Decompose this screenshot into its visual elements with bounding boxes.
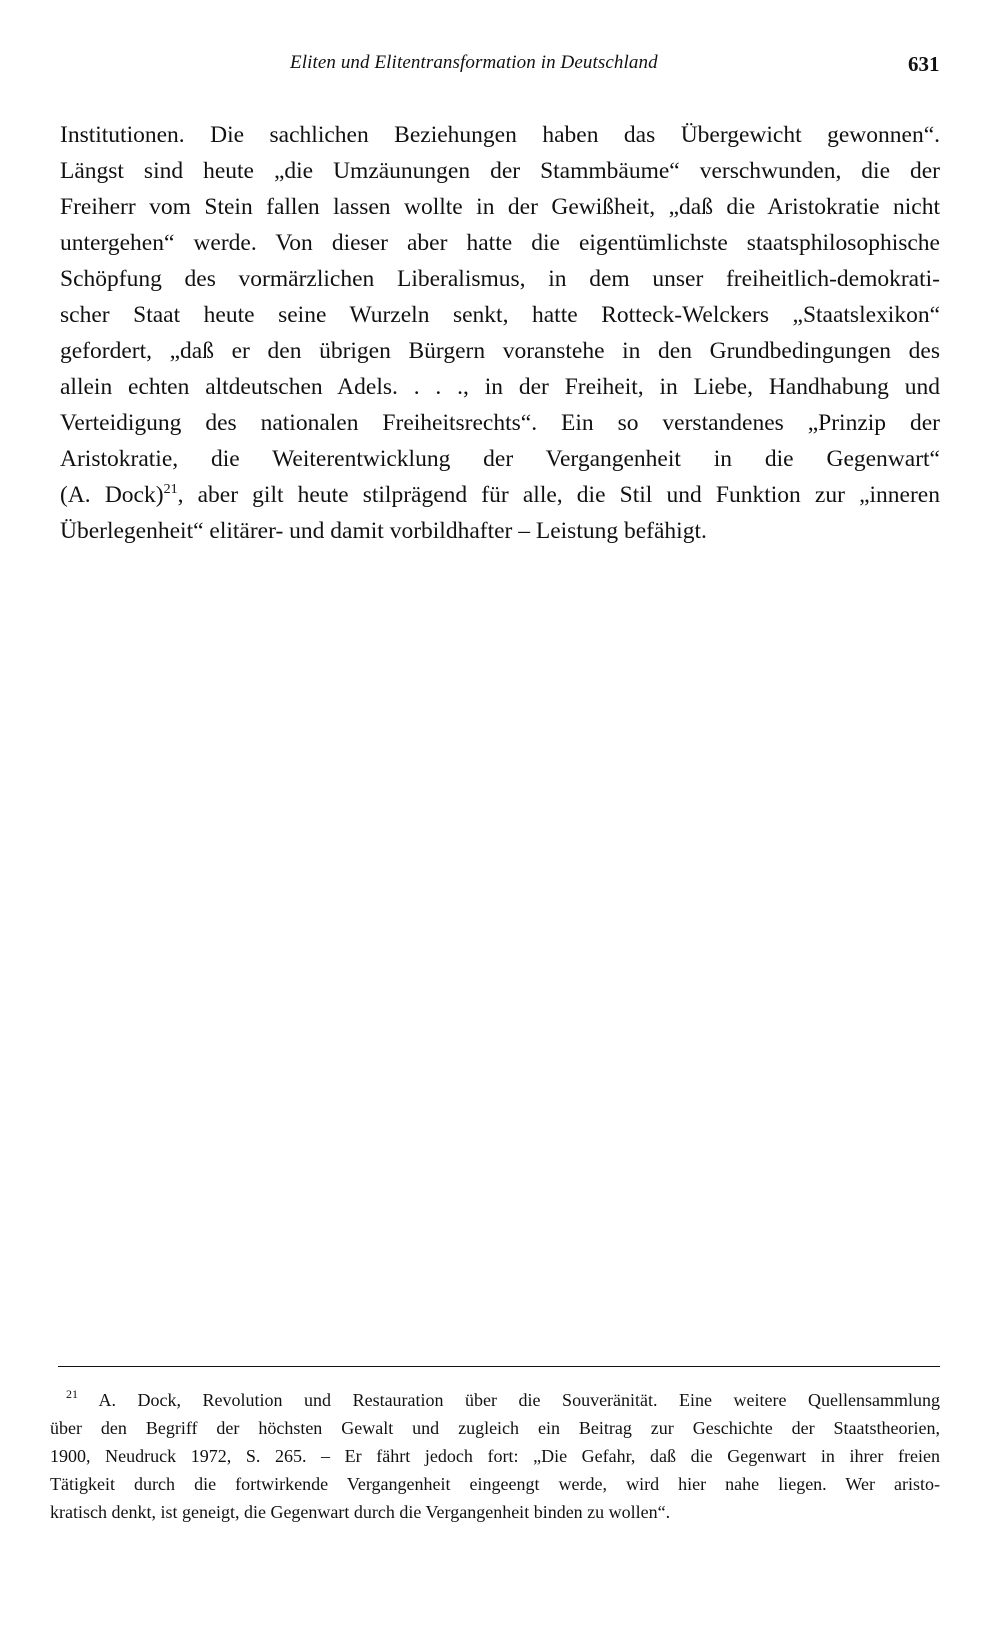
running-title: Eliten und Elitentransformation in Deutschland bbox=[290, 52, 658, 73]
body-line: Aristokratie, die Weiterentwicklung der Vergangenheit in die Gegenwart“ bbox=[60, 446, 940, 472]
footnote-marker: 21 bbox=[66, 1387, 78, 1401]
footnote-reference: 21 bbox=[163, 482, 178, 497]
body-line: gefordert, „daß er den übrigen Bürgern voranstehe in den Grundbedingungen des bbox=[60, 338, 940, 364]
footnote-line: 1900, Neudruck 1972, S. 265. – Er fährt jedoch fort: „Die Gefahr, daß die Gegenwart in ihrer freien bbox=[50, 1446, 940, 1466]
footnote-text: A. Dock, Revolution und Restauration über die Souveränität. Eine weitere Quellensammlung bbox=[98, 1390, 940, 1410]
body-line: scher Staat heute seine Wurzeln senkt, hatte Rotteck-Welckers „Staatslexikon“ bbox=[60, 302, 940, 328]
body-line: Überlegenheit“ elitärer- und damit vorbildhafter – Leistung befähigt. bbox=[60, 518, 707, 544]
body-line: allein echten altdeutschen Adels. . . ., in der Freiheit, in Liebe, Handhabung und bbox=[60, 374, 940, 400]
footnote-line: kratisch denkt, ist geneigt, die Gegenwart durch die Vergangenheit binden zu wollen“. bbox=[50, 1502, 671, 1522]
body-line: Institutionen. Die sachlichen Beziehungen haben das Übergewicht gewonnen“. bbox=[60, 122, 940, 148]
running-header bbox=[0, 52, 1000, 82]
body-line-with-note-ref bbox=[60, 477, 940, 513]
footnote bbox=[50, 1386, 940, 1526]
body-text-fragment: , aber gilt heute stilprägend für alle, die Stil und Funktion zur „inneren bbox=[177, 482, 940, 508]
body-line: Schöpfung des vormärzlichen Liberalismus, in dem unser freiheitlich-demokrati- bbox=[60, 266, 940, 292]
page-number: 631 bbox=[908, 52, 940, 76]
footnote-first-line bbox=[50, 1386, 940, 1414]
footnote-line: Tätigkeit durch die fortwirkende Vergangenheit eingeengt werde, wird hier nahe liegen. Wer aristo- bbox=[50, 1474, 940, 1494]
body-line: untergehen“ werde. Von dieser aber hatte die eigentümlichste staatsphilosophische bbox=[60, 230, 940, 256]
footnote-divider bbox=[58, 1366, 940, 1367]
body-text bbox=[60, 117, 940, 549]
footnote-line: über den Begriff der höchsten Gewalt und zugleich ein Beitrag zur Geschichte der Staatstheorien, bbox=[50, 1418, 940, 1438]
body-line: Längst sind heute „die Umzäunungen der Stammbäume“ verschwunden, die der bbox=[60, 158, 940, 184]
body-line: Freiherr vom Stein fallen lassen wollte in der Gewißheit, „daß die Aristokratie nicht bbox=[60, 194, 940, 220]
body-line: Verteidigung des nationalen Freiheitsrechts“. Ein so verstandenes „Prinzip der bbox=[60, 410, 940, 436]
body-text-fragment: (A. Dock) bbox=[60, 482, 164, 508]
